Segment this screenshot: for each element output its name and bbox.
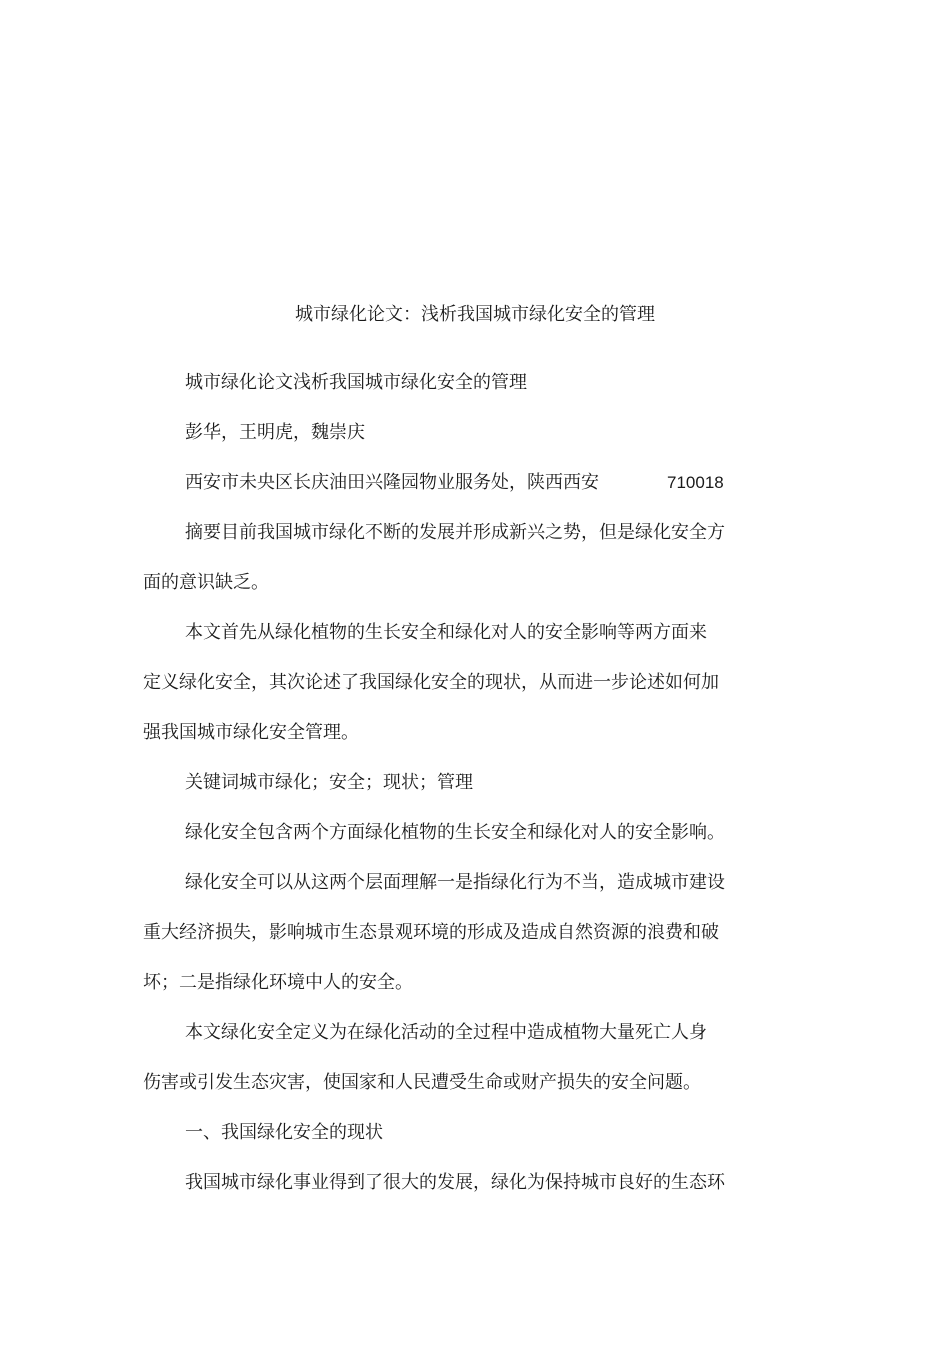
- section-1-heading: 一、我国绿化安全的现状: [185, 1122, 383, 1143]
- paragraph-3-line-3: 坏；二是指绿化环境中人的安全。: [143, 972, 413, 993]
- keywords: 关键词城市绿化；安全；现状；管理: [185, 772, 473, 793]
- paragraph-3-line-1: 绿化安全可以从这两个层面理解一是指绿化行为不当，造成城市建设: [185, 872, 725, 893]
- affiliation: 西安市未央区长庆油田兴隆园物业服务处，陕西西安: [185, 472, 599, 493]
- abstract-line-1: 摘要目前我国城市绿化不断的发展并形成新兴之势，但是绿化安全方: [185, 522, 725, 543]
- document-subtitle: 城市绿化论文浅析我国城市绿化安全的管理: [185, 372, 527, 393]
- paragraph-5-line-1: 我国城市绿化事业得到了很大的发展，绿化为保持城市良好的生态环: [185, 1172, 725, 1193]
- abstract-line-2: 面的意识缺乏。: [143, 572, 269, 593]
- paragraph-1-line-3: 强我国城市绿化安全管理。: [143, 722, 359, 743]
- paragraph-1-line-2: 定义绿化安全，其次论述了我国绿化安全的现状，从而进一步论述如何加: [143, 672, 719, 693]
- postal-code: 710018: [667, 473, 724, 492]
- paragraph-4-line-1: 本文绿化安全定义为在绿化活动的全过程中造成植物大量死亡人身: [185, 1022, 707, 1043]
- authors: 彭华，王明虎，魏崇庆: [185, 422, 365, 443]
- paragraph-1-line-1: 本文首先从绿化植物的生长安全和绿化对人的安全影响等两方面来: [185, 622, 707, 643]
- document-title: 城市绿化论文：浅析我国城市绿化安全的管理: [295, 304, 655, 325]
- paragraph-4-line-2: 伤害或引发生态灾害，使国家和人民遭受生命或财产损失的安全问题。: [143, 1072, 701, 1093]
- paragraph-3-line-2: 重大经济损失，影响城市生态景观环境的形成及造成自然资源的浪费和破: [143, 922, 719, 943]
- paragraph-2-line-1: 绿化安全包含两个方面绿化植物的生长安全和绿化对人的安全影响。: [185, 822, 725, 843]
